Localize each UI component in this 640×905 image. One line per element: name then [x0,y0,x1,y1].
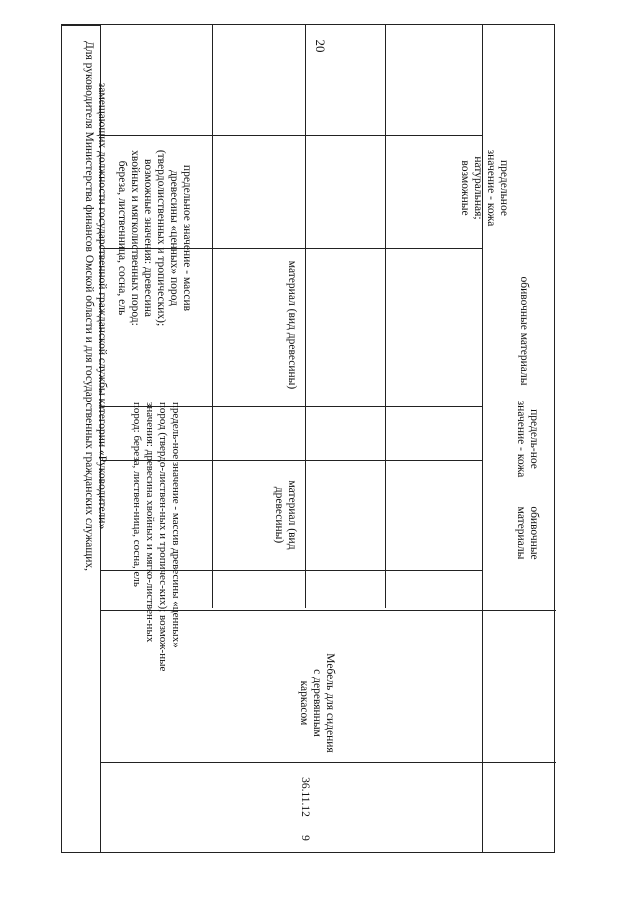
char-material: материал (вид древесины) [273,480,298,550]
item-name: Мебель для сидения с деревянным каркасом [298,653,336,753]
row-divider [100,762,556,763]
okpd-code: 36.11.12 [299,777,311,817]
page-number: 20 [313,39,328,53]
row-number: 9 [299,835,311,841]
value-material-2: предельное значение - массив древесины «ценных» пород (твердолиственных и тропических); возможные значения: древесина хвойных и мягколиственных пород: береза, лиственница, сосна, ель [116,149,193,327]
char-upholstery-2: обивочные материалы [518,276,530,386]
value-upholstery: предель-ное значение - кожа [515,400,540,478]
value-material: предель-ное значение - массив древесины «ценных» пород (твердо-листвен-ных и тропичес-ких); возмож-ные значения: древесина хвойных и мягко-листвен-ных пород: береза, листвен-ница, сосна, ель [131,402,182,672]
header-line2: замещающих должности государственной гражданской службы категории «Руководители» [96,82,108,530]
header-line1: Для руководителя Министерства финансов Омской области и для государственных гражданских служащих, [83,40,95,572]
row-divider [100,135,482,136]
char-material-2: материал (вид древесины) [286,260,298,390]
value-upholstery-2: предельное значение - кожа натуральная; возможные [459,149,510,227]
char-upholstery: обивочные материалы [515,506,540,560]
